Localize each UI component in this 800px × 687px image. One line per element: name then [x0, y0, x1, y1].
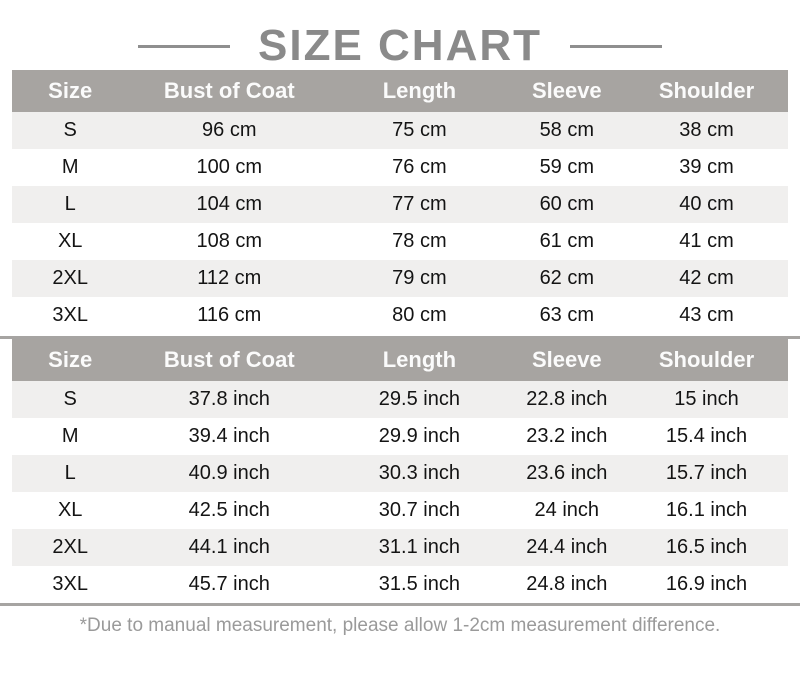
- measurement-cell: 61 cm: [509, 223, 625, 260]
- measurement-cell: 37.8 inch: [128, 381, 330, 418]
- measurement-cell: 108 cm: [128, 223, 330, 260]
- table-row: [12, 223, 788, 260]
- measurement-cell: 104 cm: [128, 186, 330, 223]
- size-cell: S: [12, 381, 128, 418]
- size-cell: XL: [12, 223, 128, 260]
- table-row: [12, 418, 788, 455]
- measurement-cell: 16.1 inch: [625, 492, 788, 529]
- measurement-cell: 39 cm: [625, 149, 788, 186]
- table-row: [12, 149, 788, 186]
- measurement-cell: 30.7 inch: [330, 492, 508, 529]
- measurement-cell: 75 cm: [330, 112, 508, 149]
- measurement-cell: 42.5 inch: [128, 492, 330, 529]
- header-row: [12, 339, 788, 381]
- measurement-cell: 24.8 inch: [509, 566, 625, 603]
- size-cell: S: [12, 112, 128, 149]
- measurement-cell: 78 cm: [330, 223, 508, 260]
- measurement-cell: 63 cm: [509, 297, 625, 334]
- size-cell: L: [12, 186, 128, 223]
- table-row: [12, 381, 788, 418]
- measurement-note: *Due to manual measurement, please allow 1-2cm measurement difference.: [79, 615, 721, 636]
- measurement-cell: 23.2 inch: [509, 418, 625, 455]
- measurement-cell: 30.3 inch: [330, 455, 508, 492]
- size-cell: 3XL: [12, 297, 128, 334]
- measurement-cell: 15.4 inch: [625, 418, 788, 455]
- measurement-cell: 16.5 inch: [625, 529, 788, 566]
- size-chart-page: [0, 22, 800, 687]
- column-header-shoulder: Shoulder: [625, 70, 788, 112]
- measurement-cell: 100 cm: [128, 149, 330, 186]
- table-row: [12, 260, 788, 297]
- measurement-cell: 60 cm: [509, 186, 625, 223]
- table-row: [12, 455, 788, 492]
- size-cell: L: [12, 455, 128, 492]
- title-row: [0, 22, 800, 70]
- header-row: [12, 70, 788, 112]
- column-header-bust-of-coat: Bust of Coat: [128, 339, 330, 381]
- measurement-cell: 96 cm: [128, 112, 330, 149]
- measurement-cell: 15 inch: [625, 381, 788, 418]
- measurement-cell: 45.7 inch: [128, 566, 330, 603]
- measurement-cell: 38 cm: [625, 112, 788, 149]
- table-body-inch: [12, 381, 788, 603]
- column-header-length: Length: [330, 339, 508, 381]
- measurement-cell: 42 cm: [625, 260, 788, 297]
- table-row: [12, 566, 788, 603]
- measurement-cell: 22.8 inch: [509, 381, 625, 418]
- measurement-cell: 40 cm: [625, 186, 788, 223]
- measurement-cell: 79 cm: [330, 260, 508, 297]
- size-cell: 2XL: [12, 260, 128, 297]
- table-header-cm: [12, 70, 788, 112]
- table-row: [12, 186, 788, 223]
- table-row: [12, 529, 788, 566]
- measurement-cell: 58 cm: [509, 112, 625, 149]
- page-title: SIZE CHART: [258, 21, 542, 70]
- column-header-sleeve: Sleeve: [509, 70, 625, 112]
- measurement-cell: 24.4 inch: [509, 529, 625, 566]
- title-right-dash: [570, 45, 662, 48]
- size-cell: XL: [12, 492, 128, 529]
- column-header-shoulder: Shoulder: [625, 339, 788, 381]
- table-row: [12, 492, 788, 529]
- table-header-inch: [12, 339, 788, 381]
- column-header-size: Size: [12, 339, 128, 381]
- size-table-cm: [12, 70, 788, 334]
- size-cell: 3XL: [12, 566, 128, 603]
- measurement-cell: 76 cm: [330, 149, 508, 186]
- measurement-cell: 116 cm: [128, 297, 330, 334]
- measurement-cell: 39.4 inch: [128, 418, 330, 455]
- measurement-cell: 15.7 inch: [625, 455, 788, 492]
- measurement-cell: 44.1 inch: [128, 529, 330, 566]
- measurement-cell: 112 cm: [128, 260, 330, 297]
- column-header-bust-of-coat: Bust of Coat: [128, 70, 330, 112]
- column-header-length: Length: [330, 70, 508, 112]
- measurement-cell: 59 cm: [509, 149, 625, 186]
- column-header-size: Size: [12, 70, 128, 112]
- size-cell: M: [12, 418, 128, 455]
- size-cell: M: [12, 149, 128, 186]
- measurement-cell: 29.5 inch: [330, 381, 508, 418]
- measurement-cell: 23.6 inch: [509, 455, 625, 492]
- measurement-cell: 62 cm: [509, 260, 625, 297]
- measurement-cell: 16.9 inch: [625, 566, 788, 603]
- title-left-dash: [138, 45, 230, 48]
- size-cell: 2XL: [12, 529, 128, 566]
- measurement-cell: 40.9 inch: [128, 455, 330, 492]
- measurement-cell: 77 cm: [330, 186, 508, 223]
- table-row: [12, 112, 788, 149]
- measurement-cell: 31.5 inch: [330, 566, 508, 603]
- column-header-sleeve: Sleeve: [509, 339, 625, 381]
- measurement-cell: 41 cm: [625, 223, 788, 260]
- measurement-cell: 31.1 inch: [330, 529, 508, 566]
- measurement-cell: 80 cm: [330, 297, 508, 334]
- size-table-inch: [12, 339, 788, 603]
- measurement-cell: 29.9 inch: [330, 418, 508, 455]
- measurement-cell: 24 inch: [509, 492, 625, 529]
- table-body-cm: [12, 112, 788, 334]
- footer-divider: [0, 603, 800, 606]
- table-row: [12, 297, 788, 334]
- measurement-cell: 43 cm: [625, 297, 788, 334]
